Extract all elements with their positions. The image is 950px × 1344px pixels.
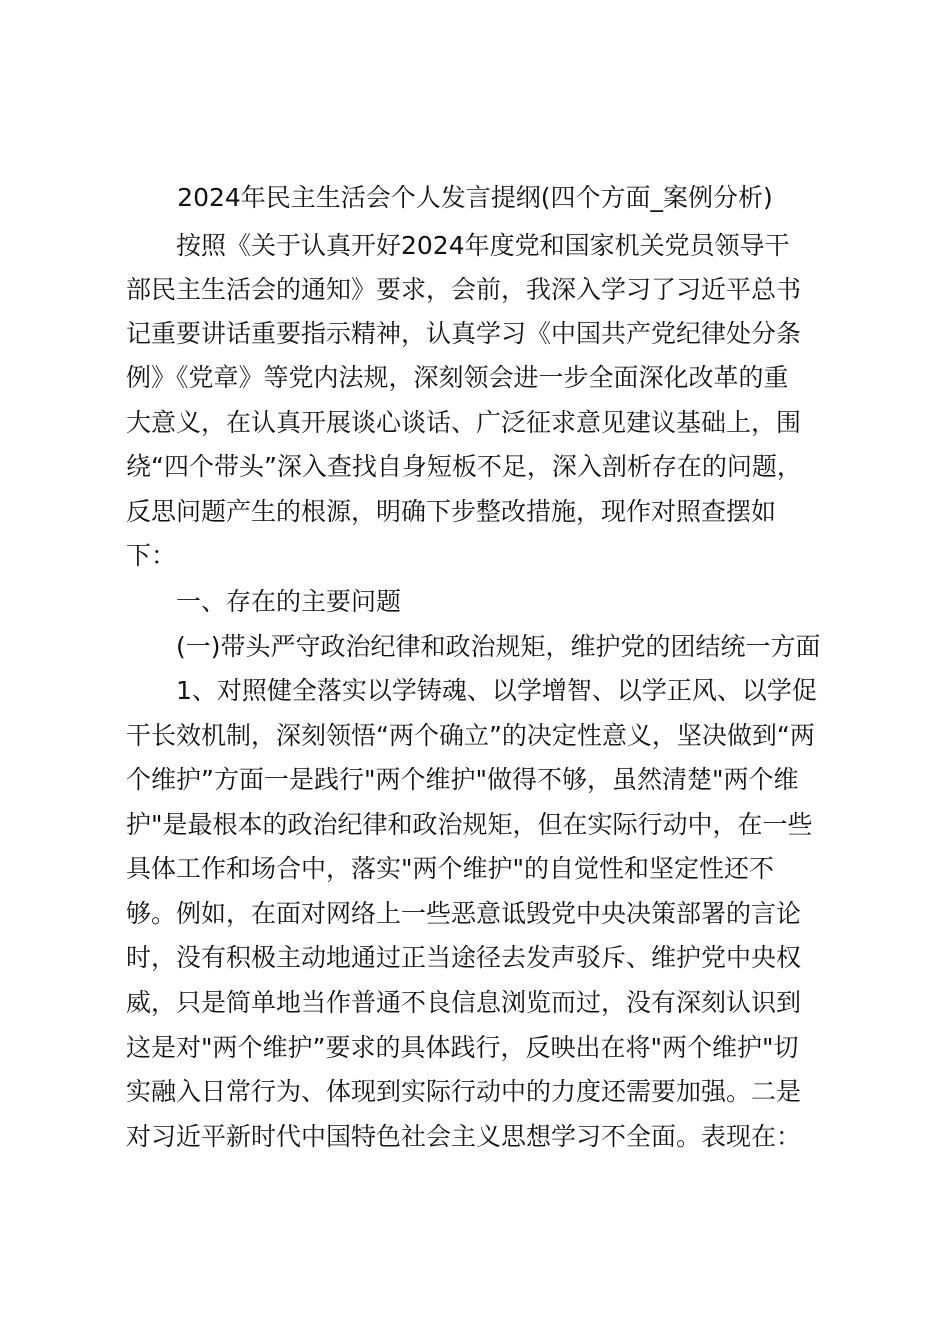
paragraph-line: 够。例如，在面对网络上一些恶意诋毁党中央决策部署的言论	[126, 899, 802, 928]
paragraph-line: 记重要讲话重要指示精神，认真学习《中国共产党纪律处分条	[126, 319, 802, 348]
paragraph-line: 对习近平新时代中国特色社会主义思想学习不全面。表现在：	[126, 1122, 802, 1151]
paragraph-line: 干长效机制，深刻领悟“两个确立”的决定性意义，坚决做到“两	[126, 721, 815, 750]
paragraph-line: 反思问题产生的根源，明确下步整改措施，现作对照查摆如	[126, 497, 777, 526]
paragraph-line: 护"是最根本的政治纪律和政治规矩，但在实际行动中，在一些	[126, 810, 813, 839]
paragraph-line: 按照《关于认真开好2024年度党和国家机关党员领导干	[176, 231, 790, 260]
paragraph-line: 具体工作和场合中，落实"两个维护"的自觉性和坚定性还不	[126, 854, 775, 883]
paragraph-line: 下：	[126, 541, 177, 570]
paragraph-line: 时，没有积极主动地通过正当途径去发声驳斥、维护党中央权	[126, 943, 802, 972]
document-title: 2024年民主生活会个人发言提纲(四个方面_案例分析)	[177, 183, 773, 212]
paragraph-line: 实融入日常行为、体现到实际行动中的力度还需要加强。二是	[126, 1077, 802, 1106]
subsection-heading: (一)带头严守政治纪律和政治规矩，维护党的团结统一方面	[176, 632, 821, 661]
paragraph-line: 个维护”方面一是践行"两个维护"做得不够，虽然清楚"两个维	[126, 765, 799, 794]
paragraph-line: 部民主生活会的通知》要求，会前，我深入学习了习近平总书	[126, 275, 802, 304]
paragraph-line: 例》《党章》等党内法规，深刻领会进一步全面深化改革的重	[126, 363, 789, 392]
paragraph-line: 绕“四个带头”深入查找自身短板不足，深入剖析存在的问题，	[126, 452, 802, 481]
section-heading: 一、存在的主要问题	[176, 587, 402, 616]
paragraph-line: 1、对照健全落实以学铸魂、以学增智、以学正风、以学促	[176, 676, 817, 705]
paragraph-line: 这是对"两个维护”要求的具体践行，反映出在将"两个维护"切	[126, 1033, 799, 1062]
paragraph-line: 威，只是简单地当作普通不良信息浏览而过，没有深刻认识到	[126, 988, 802, 1017]
paragraph-line: 大意义，在认真开展谈心谈话、广泛征求意见建议基础上，围	[126, 408, 802, 437]
